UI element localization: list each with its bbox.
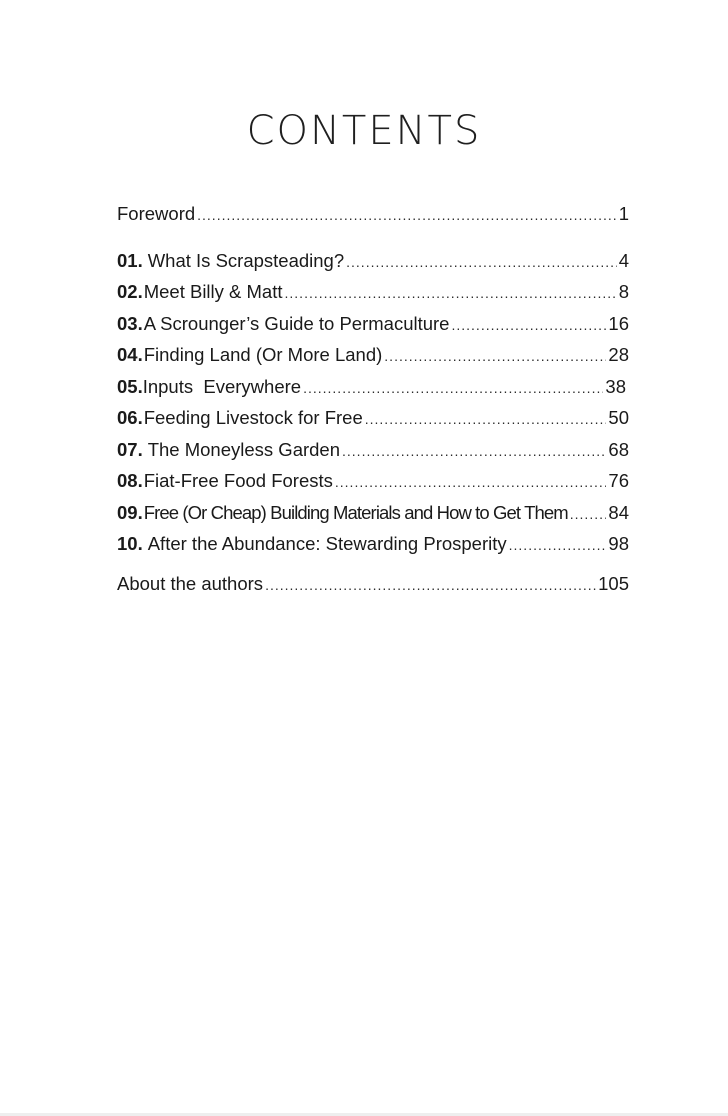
toc-entry-chapter-07[interactable]	[117, 439, 629, 462]
toc-entry-page: 84	[608, 502, 629, 523]
chapter-number: 02.	[117, 281, 143, 302]
toc-entry-chapter-04[interactable]	[117, 344, 629, 367]
chapter-number: 04.	[117, 344, 143, 365]
toc-entry-label: Free (Or Cheap) Building Materials and How to Get Them	[143, 502, 568, 523]
toc-entry-label: After the Abundance: Stewarding Prosperity	[147, 533, 507, 554]
toc-entry-label: What Is Scrapsteading?	[147, 250, 345, 271]
toc-entry-chapter-02[interactable]	[117, 281, 629, 304]
toc-entry-page: 4	[618, 250, 629, 271]
chapter-number: 10.	[117, 533, 143, 554]
toc-entry-page: 105	[598, 573, 629, 594]
dot-leader	[285, 282, 617, 304]
toc-entry-page: 8	[618, 281, 629, 302]
toc-entry-label: The Moneyless Garden	[147, 439, 341, 460]
toc-entry-page: 76	[608, 470, 629, 491]
toc-entry-label: A Scrounger’s Guide to Permaculture	[143, 313, 450, 334]
toc-entry-label: Foreword	[117, 203, 196, 224]
toc-entry-about-authors[interactable]	[117, 573, 629, 596]
toc-entry-chapter-03[interactable]	[117, 313, 629, 336]
toc-entry-label: About the authors	[117, 573, 264, 594]
chapter-number: 07.	[117, 439, 143, 460]
page-title: CONTENTS	[246, 108, 482, 154]
toc-entry-chapter-09[interactable]	[117, 502, 629, 525]
dot-leader	[384, 345, 606, 367]
dot-leader	[335, 471, 607, 493]
toc-entry-chapter-08[interactable]	[117, 470, 629, 493]
chapter-number: 03.	[117, 313, 143, 334]
dot-leader	[342, 440, 606, 462]
dot-leader	[365, 408, 607, 430]
chapter-number: 01.	[117, 250, 143, 271]
toc-entry-label: Finding Land (Or More Land)	[143, 344, 383, 365]
toc-entry-page: 1	[618, 203, 629, 224]
toc-entry-page: 38	[605, 376, 626, 397]
toc-entry-foreword[interactable]	[117, 203, 629, 226]
toc-entry-page: 28	[608, 344, 629, 365]
toc-entry-label: Feeding Livestock for Free	[143, 407, 363, 428]
toc-entry-label: Meet Billy & Matt	[143, 281, 283, 302]
toc-entry-label: Inputs Everywhere	[142, 376, 302, 397]
toc-entry-page: 68	[608, 439, 629, 460]
chapter-number: 08.	[117, 470, 143, 491]
dot-leader	[197, 204, 617, 226]
dot-leader	[346, 251, 617, 273]
chapter-number: 06.	[117, 407, 143, 428]
toc-entry-chapter-01[interactable]	[117, 250, 629, 273]
toc-entry-chapter-06[interactable]	[117, 407, 629, 430]
dot-leader	[303, 377, 603, 399]
dot-leader	[265, 574, 596, 596]
toc-entry-chapter-05[interactable]	[117, 376, 626, 399]
chapter-number: 05.	[117, 376, 143, 397]
dot-leader	[451, 314, 606, 336]
toc-entry-chapter-10[interactable]	[117, 533, 629, 556]
toc-entry-label: Fiat-Free Food Forests	[143, 470, 333, 491]
toc-entry-page: 16	[608, 313, 629, 334]
chapter-number: 09.	[117, 502, 143, 523]
dot-leader	[509, 534, 607, 556]
toc-entry-page: 98	[608, 533, 629, 554]
toc-entry-page: 50	[608, 407, 629, 428]
dot-leader	[570, 503, 607, 525]
